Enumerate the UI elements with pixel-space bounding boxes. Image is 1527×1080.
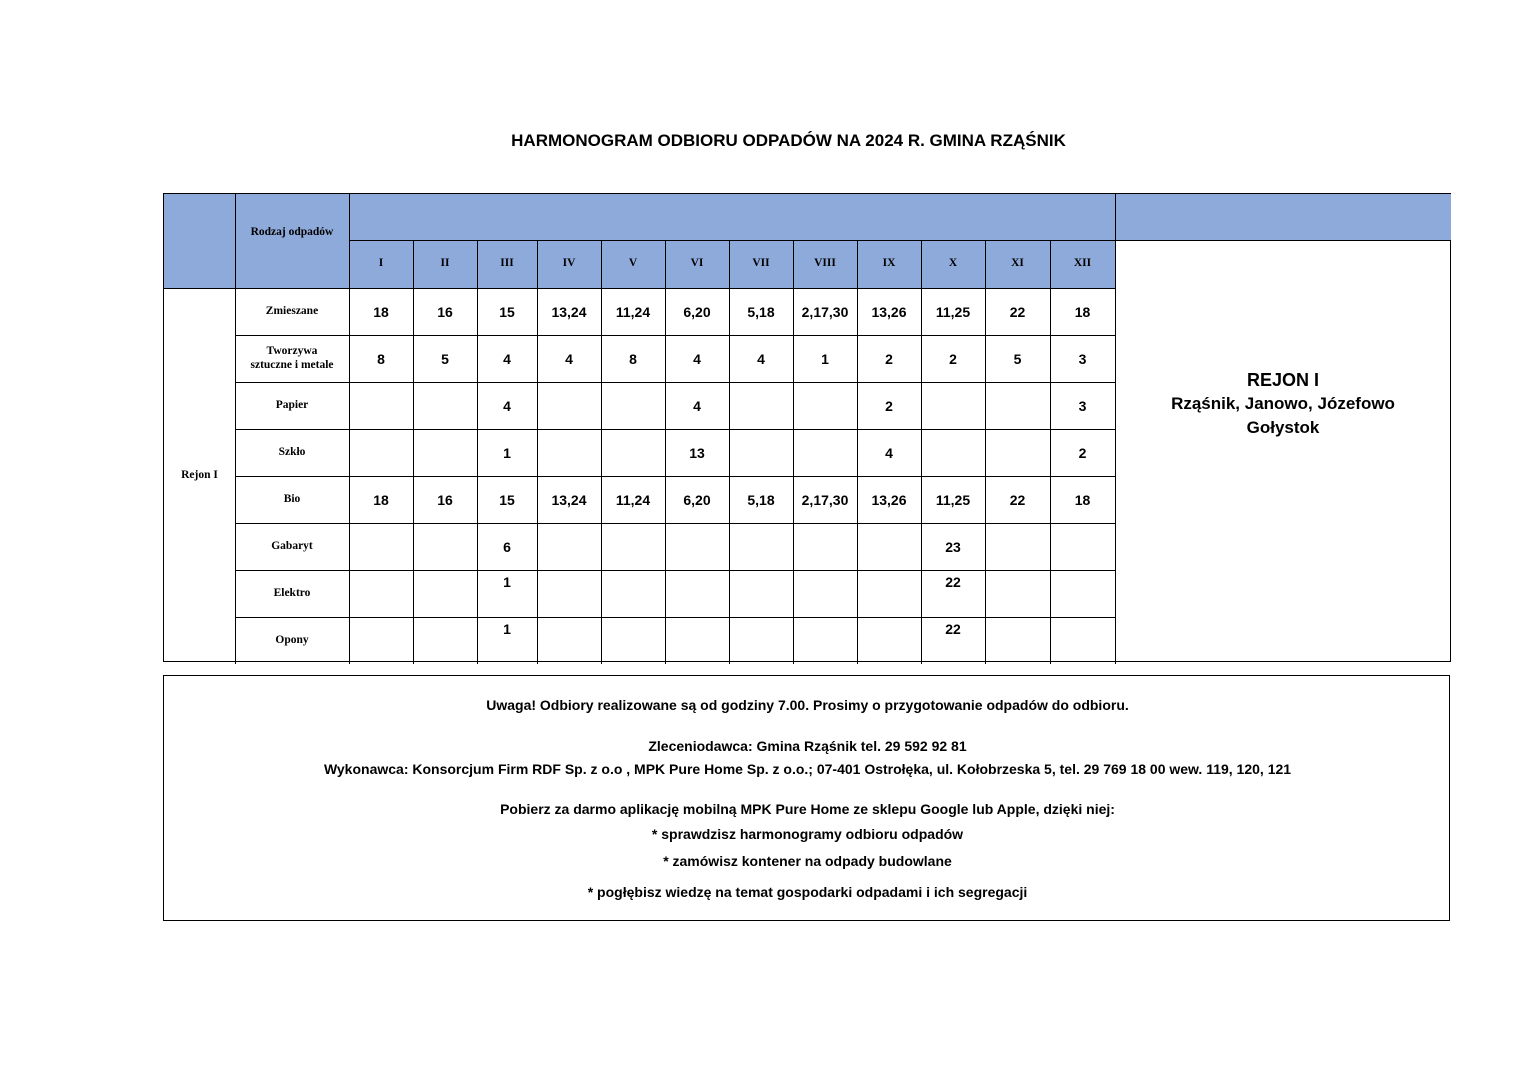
schedule-cell (793, 523, 857, 570)
schedule-cell: 8 (629, 350, 637, 367)
rejon-localities-line2: Gołystok (1246, 418, 1320, 437)
waste-type-label: Gabaryt (271, 539, 313, 552)
schedule-cell (729, 617, 793, 664)
month-header: III (500, 257, 514, 270)
schedule-cell (921, 429, 985, 476)
schedule-cell (537, 429, 601, 476)
grid-line (601, 240, 602, 664)
schedule-cell: 1 (503, 444, 511, 461)
grid-line (793, 240, 794, 664)
schedule-cell (729, 429, 793, 476)
grid-line (235, 335, 1115, 336)
grid-line (235, 429, 1115, 430)
app-note: Pobierz za darmo aplikację mobilną MPK Pure Home ze sklepu Google lub Apple, dzięki niej: (500, 801, 1115, 817)
schedule-cell (349, 429, 413, 476)
schedule-cell: 1 (821, 350, 829, 367)
schedule-cell (601, 617, 665, 664)
schedule-cell (665, 570, 729, 617)
waste-type-label: Tworzywa sztuczne i metale (250, 345, 334, 371)
document-title: HARMONOGRAM ODBIORU ODPADÓW NA 2024 R. GMINA RZĄŚNIK (511, 131, 1066, 150)
schedule-cell (793, 429, 857, 476)
schedule-cell (601, 523, 665, 570)
schedule-cell (793, 617, 857, 664)
rejon-header-background (1115, 194, 1451, 240)
client-note: Zleceniodawca: Gmina Rząśnik tel. 29 592 92 81 (648, 738, 967, 754)
schedule-cell: 22 (1009, 491, 1026, 508)
grid-line (235, 570, 1115, 571)
schedule-cell: 4 (503, 397, 511, 414)
schedule-cell: 23 (945, 538, 961, 555)
schedule-cell (601, 382, 665, 429)
schedule-cell: 11,24 (615, 491, 651, 508)
schedule-cell: 1 (503, 574, 511, 590)
schedule-cell (985, 523, 1050, 570)
rejon-localities-line1: Rząśnik, Janowo, Józefowo (1171, 394, 1395, 413)
schedule-cell: 3 (1078, 397, 1087, 414)
schedule-cell: 1 (503, 621, 511, 637)
month-header: XI (1011, 257, 1024, 270)
schedule-cell: 3 (1078, 350, 1087, 367)
waste-type-header: Rodzaj odpadów (250, 226, 334, 239)
grid-line (1050, 240, 1051, 664)
schedule-cell: 6 (503, 538, 511, 555)
grid-line (477, 240, 478, 664)
month-header: I (378, 257, 384, 270)
schedule-cell: 15 (499, 303, 515, 320)
schedule-cell (601, 570, 665, 617)
schedule-cell: 18 (1074, 491, 1091, 508)
region-label: Rejon I (181, 469, 218, 482)
schedule-cell: 13,24 (551, 303, 587, 320)
schedule-cell: 4 (885, 444, 893, 461)
schedule-cell: 11,25 (935, 303, 971, 320)
waste-type-label: Szkło (278, 445, 306, 458)
schedule-cell: 18 (373, 303, 389, 320)
month-header: XII (1073, 257, 1092, 270)
waste-type-label: Zmieszane (265, 304, 319, 317)
month-header: VII (752, 257, 770, 270)
month-header: IV (562, 257, 576, 270)
grid-line (235, 523, 1115, 524)
grid-line (985, 240, 986, 664)
schedule-cell (793, 382, 857, 429)
schedule-cell (665, 523, 729, 570)
month-header: IX (882, 257, 896, 270)
schedule-cell (665, 617, 729, 664)
app-feature-2: * zamówisz kontener na odpady budowlane (663, 853, 952, 869)
month-header: X (948, 257, 958, 270)
schedule-cell: 2 (949, 350, 957, 367)
schedule-cell: 22 (945, 574, 961, 590)
schedule-cell (537, 523, 601, 570)
app-feature-3: * pogłębisz wiedzę na temat gospodarki odpadami i ich segregacji (587, 884, 1028, 900)
schedule-cell: 6,20 (683, 303, 711, 320)
month-header: II (440, 257, 450, 270)
schedule-cell (537, 382, 601, 429)
grid-line (413, 240, 414, 664)
grid-line (857, 240, 858, 664)
schedule-cell (857, 617, 921, 664)
schedule-cell: 13,26 (871, 303, 907, 320)
grid-line (349, 240, 350, 664)
schedule-cell (1050, 523, 1115, 570)
schedule-cell (857, 570, 921, 617)
grid-line (164, 288, 1115, 289)
schedule-cell: 16 (437, 491, 453, 508)
schedule-cell (857, 523, 921, 570)
rejon-title: REJON I (1246, 370, 1320, 390)
grid-line (665, 240, 666, 664)
schedule-cell (729, 382, 793, 429)
rejon-info (1115, 240, 1451, 664)
schedule-cell: 4 (693, 350, 701, 367)
grid-line (537, 240, 538, 664)
schedule-cell: 18 (1074, 303, 1091, 320)
schedule-cell: 2 (885, 350, 893, 367)
schedule-cell: 15 (499, 491, 515, 508)
schedule-cell (349, 570, 413, 617)
schedule-table (163, 193, 1451, 662)
contractor-note: Wykonawca: Konsorcjum Firm RDF Sp. z o.o , MPK Pure Home Sp. z o.o.; 07-401 Ostrołęka, ul. Kołobrzeska 5, tel. 29 769 18 00 wew. 119, 120, 121 (323, 761, 1292, 777)
schedule-cell: 13,26 (871, 491, 907, 508)
schedule-cell (921, 382, 985, 429)
schedule-cell (413, 523, 477, 570)
grid-line (349, 240, 1451, 241)
schedule-cell: 4 (503, 350, 511, 367)
schedule-cell: 22 (1009, 303, 1026, 320)
schedule-cell (349, 382, 413, 429)
grid-line (1115, 194, 1116, 664)
schedule-cell: 4 (757, 350, 765, 367)
waste-type-label: Elektro (273, 586, 311, 599)
schedule-cell (985, 382, 1050, 429)
pickup-hours-note: Uwaga! Odbiory realizowane są od godziny 7.00. Prosimy o przygotowanie odpadów do odbioru. (486, 697, 1129, 713)
schedule-cell (985, 617, 1050, 664)
schedule-cell (729, 570, 793, 617)
schedule-cell: 11,24 (615, 303, 651, 320)
schedule-cell: 5,18 (747, 303, 775, 320)
schedule-cell (601, 429, 665, 476)
schedule-cell: 16 (437, 303, 453, 320)
schedule-cell (349, 523, 413, 570)
schedule-cell: 2 (885, 397, 893, 414)
schedule-cell: 5 (441, 350, 449, 367)
grid-line (921, 240, 922, 664)
schedule-cell: 6,20 (683, 491, 711, 508)
month-header: V (628, 257, 638, 270)
grid-line (729, 240, 730, 664)
schedule-cell (537, 570, 601, 617)
schedule-cell (729, 523, 793, 570)
schedule-cell: 2,17,30 (801, 491, 849, 508)
notes-box (163, 675, 1450, 921)
month-header: VI (690, 257, 704, 270)
waste-type-label: Opony (275, 633, 309, 646)
schedule-cell: 5,18 (747, 491, 775, 508)
schedule-cell (349, 617, 413, 664)
grid-line (235, 617, 1115, 618)
waste-type-label: Bio (283, 492, 301, 505)
schedule-cell (1050, 617, 1115, 664)
schedule-cell: 4 (693, 397, 701, 414)
schedule-cell (985, 570, 1050, 617)
schedule-cell: 2,17,30 (801, 303, 849, 320)
schedule-cell: 4 (565, 350, 573, 367)
schedule-cell (413, 429, 477, 476)
schedule-cell: 13 (689, 444, 705, 461)
schedule-cell: 2 (1078, 444, 1087, 461)
schedule-cell: 18 (373, 491, 389, 508)
grid-line (235, 476, 1115, 477)
schedule-cell: 8 (377, 350, 385, 367)
app-feature-1: * sprawdzisz harmonogramy odbioru odpadów (651, 826, 964, 842)
schedule-cell (793, 570, 857, 617)
schedule-cell: 22 (945, 621, 961, 637)
schedule-cell (537, 617, 601, 664)
month-header: VIII (814, 257, 836, 270)
schedule-cell: 5 (1013, 350, 1022, 367)
schedule-cell: 13,24 (551, 491, 587, 508)
schedule-cell (413, 617, 477, 664)
schedule-cell (413, 382, 477, 429)
schedule-cell (1050, 570, 1115, 617)
schedule-cell (413, 570, 477, 617)
schedule-cell: 11,25 (935, 491, 971, 508)
waste-type-label: Papier (275, 398, 309, 411)
grid-line (235, 382, 1115, 383)
schedule-cell (985, 429, 1050, 476)
